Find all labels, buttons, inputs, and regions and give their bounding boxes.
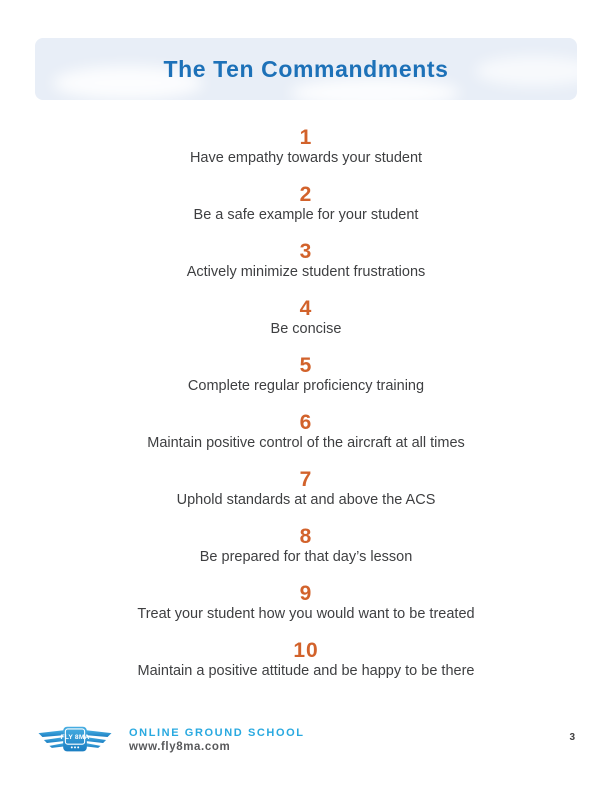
item-number: 7 [299, 468, 313, 491]
item-number: 5 [299, 354, 313, 377]
page-title: The Ten Commandments [163, 55, 449, 82]
commandments-list [0, 127, 612, 697]
item-number: 8 [299, 525, 313, 548]
list-item [0, 355, 612, 412]
cloud-decoration [475, 56, 577, 86]
item-number: 6 [299, 411, 313, 434]
list-item [0, 184, 612, 241]
item-text: Maintain positive control of the aircraft at all times [147, 435, 465, 451]
title-banner [35, 38, 577, 100]
list-item [0, 583, 612, 640]
website-url: www.fly8ma.com [129, 741, 231, 754]
list-item [0, 412, 612, 469]
item-text: Actively minimize student frustrations [186, 264, 426, 280]
fly8ma-logo [38, 724, 112, 758]
item-text: Uphold standards at and above the ACS [176, 492, 436, 508]
item-number: 1 [299, 126, 313, 149]
item-text: Be concise [270, 321, 342, 337]
item-number: 10 [293, 639, 319, 662]
item-text: Be prepared for that day’s lesson [199, 549, 413, 565]
list-item [0, 127, 612, 184]
item-text: Have empathy towards your student [189, 150, 423, 166]
list-item [0, 241, 612, 298]
item-text: Treat your student how you would want to be treated [137, 606, 475, 622]
list-item [0, 526, 612, 583]
item-number: 4 [299, 297, 313, 320]
logo-text: FLY 8MA [60, 734, 90, 742]
tagline: ONLINE GROUND SCHOOL [129, 727, 305, 739]
item-text: Be a safe example for your student [193, 207, 419, 223]
item-number: 2 [299, 183, 313, 206]
brand-text [129, 727, 305, 755]
list-item [0, 469, 612, 526]
item-number: 3 [299, 240, 313, 263]
list-item [0, 640, 612, 697]
item-number: 9 [299, 582, 313, 605]
page-number: 3 [569, 732, 575, 743]
item-text: Complete regular proficiency training [187, 378, 425, 394]
footer [38, 724, 575, 758]
item-text: Maintain a positive attitude and be happy to be there [137, 663, 475, 679]
list-item [0, 298, 612, 355]
